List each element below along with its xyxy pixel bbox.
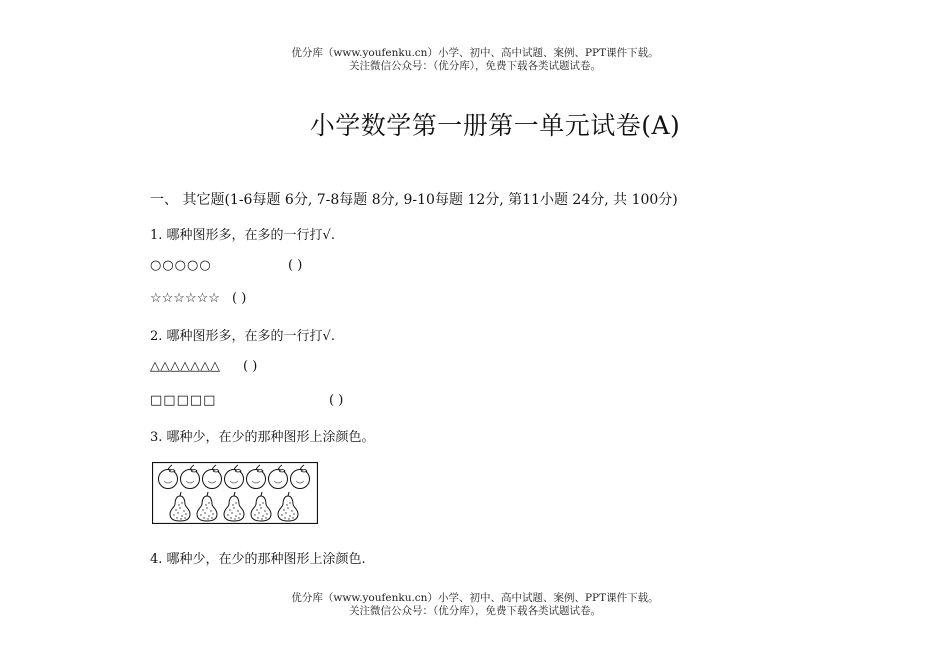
q1-row2-stars: ☆☆☆☆☆☆ xyxy=(150,291,220,306)
q2-row1-answer[interactable]: ( ) xyxy=(243,359,258,374)
question-1-prompt: 1. 哪种图形多，在多的一行打√. xyxy=(150,228,335,243)
q1-row1-circles: ○○○○○ xyxy=(150,258,212,273)
page-header xyxy=(0,47,950,73)
page-footer xyxy=(0,592,950,618)
section-heading: 一、 其它题(1-6每题 6分, 7-8每题 8分, 9-10每题 12分, 第11小题 24分, 共 100分) xyxy=(150,192,678,208)
q1-row2-answer[interactable]: ( ) xyxy=(232,291,247,306)
q1-row1-answer[interactable]: ( ) xyxy=(288,258,303,273)
header-line-1: 优分库（www.youfenku.cn）小学、初中、高中试题、案例、PPT课件下载。 xyxy=(291,47,659,59)
q2-row2-squares: □□□□□ xyxy=(150,393,217,408)
question-4-prompt: 4. 哪种少，在少的那种图形上涂颜色. xyxy=(150,552,366,567)
question-2-prompt: 2. 哪种图形多，在多的一行打√. xyxy=(150,329,335,344)
page-title: 小学数学第一册第一单元试卷(A) xyxy=(309,111,681,140)
q2-row2-answer[interactable]: ( ) xyxy=(329,393,344,408)
footer-line-1: 优分库（www.youfenku.cn）小学、初中、高中试题、案例、PPT课件下载。 xyxy=(291,592,659,604)
q2-row1-triangles: △△△△△△△ xyxy=(150,359,220,374)
question-3-prompt: 3. 哪种少，在少的那种图形上涂颜色。 xyxy=(150,430,375,445)
header-line-2: 关注微信公众号：（优分库），免费下载各类试题试卷。 xyxy=(349,60,601,72)
fruit-picture xyxy=(152,462,318,524)
footer-line-2: 关注微信公众号：（优分库），免费下载各类试题试卷。 xyxy=(349,605,601,617)
